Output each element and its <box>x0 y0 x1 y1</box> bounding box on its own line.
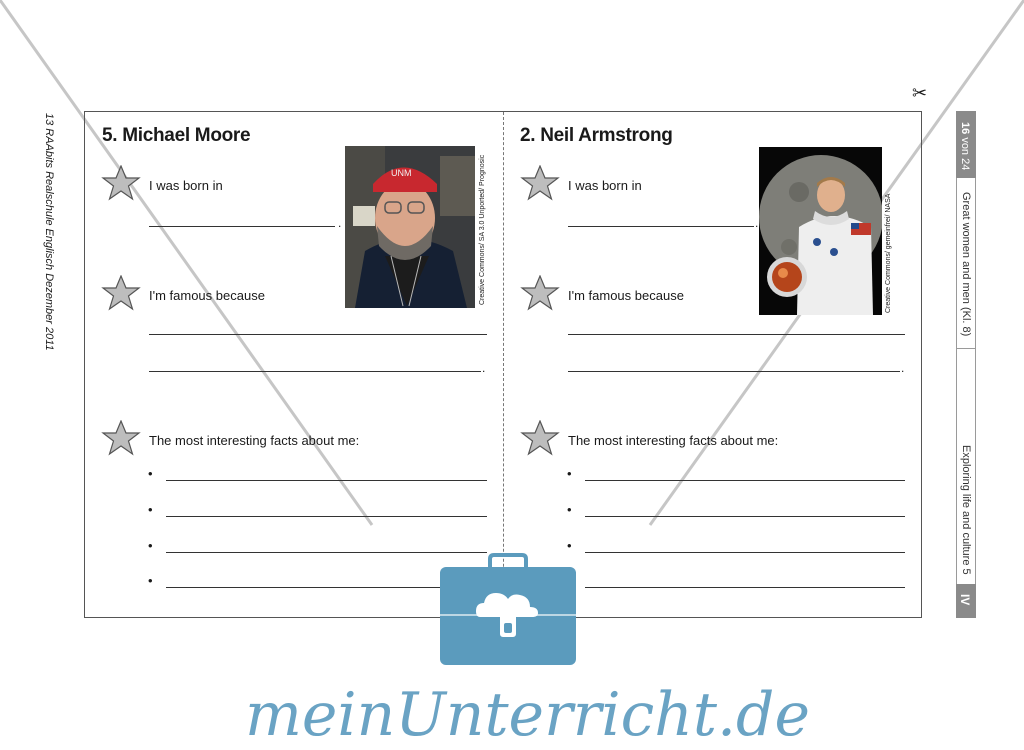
answer-line <box>166 480 487 481</box>
answer-line <box>568 334 905 335</box>
bullet: • <box>567 538 572 553</box>
full-stop: . <box>338 216 342 230</box>
bullet: • <box>567 502 572 517</box>
answer-line <box>585 552 905 553</box>
answer-line <box>585 516 905 517</box>
section-label: IV <box>958 594 972 606</box>
bullet: • <box>148 466 153 481</box>
star-icon <box>101 165 141 201</box>
famous-prompt: I'm famous because <box>568 288 684 303</box>
star-icon <box>520 420 560 456</box>
answer-line <box>149 371 481 372</box>
answer-line <box>568 226 754 227</box>
cut-line <box>503 112 504 617</box>
bullet: • <box>148 573 153 588</box>
full-stop: . <box>901 361 905 375</box>
full-stop: . <box>482 361 486 375</box>
svg-text:UNM: UNM <box>391 168 412 178</box>
born-prompt: I was born in <box>149 178 223 193</box>
star-icon <box>520 275 560 311</box>
bullet: • <box>148 502 153 517</box>
answer-line <box>149 226 335 227</box>
card-title: 5. Michael Moore <box>102 125 251 146</box>
full-stop: . <box>755 216 759 230</box>
portrait-photo <box>759 147 882 315</box>
facts-prompt: The most interesting facts about me: <box>149 433 360 448</box>
born-prompt: I was born in <box>568 178 642 193</box>
answer-line <box>585 587 905 588</box>
unit-title: Great women and men (Kl. 8) <box>960 192 972 337</box>
photo-credit: Creative Commons/ SA 3.0 Unported/ Prognosic <box>479 154 486 305</box>
brand-watermark: meinUnterricht.de <box>245 680 810 750</box>
bullet: • <box>567 466 572 481</box>
page-number: 16 von 24 <box>959 122 971 171</box>
bullet: • <box>148 538 153 553</box>
star-icon <box>101 275 141 311</box>
star-icon <box>101 420 141 456</box>
answer-line <box>585 480 905 481</box>
photo-credit: Creative Commons/ gemeinfrei/ NASA <box>885 193 892 313</box>
scissors-icon: ✂ <box>912 83 928 103</box>
answer-line <box>166 516 487 517</box>
portrait-photo <box>345 146 475 308</box>
facts-prompt: The most interesting facts about me: <box>568 433 779 448</box>
answer-line <box>149 334 487 335</box>
rail-separator <box>956 348 976 349</box>
briefcase-cloud-icon <box>438 553 578 667</box>
card-title: 2. Neil Armstrong <box>520 125 673 146</box>
series-title: Exploring life and culture 5 <box>960 445 972 575</box>
publication-info: 13 RAAbits Realschule Englisch Dezember 2011 <box>43 113 55 351</box>
answer-line <box>568 371 900 372</box>
famous-prompt: I'm famous because <box>149 288 265 303</box>
star-icon <box>520 165 560 201</box>
